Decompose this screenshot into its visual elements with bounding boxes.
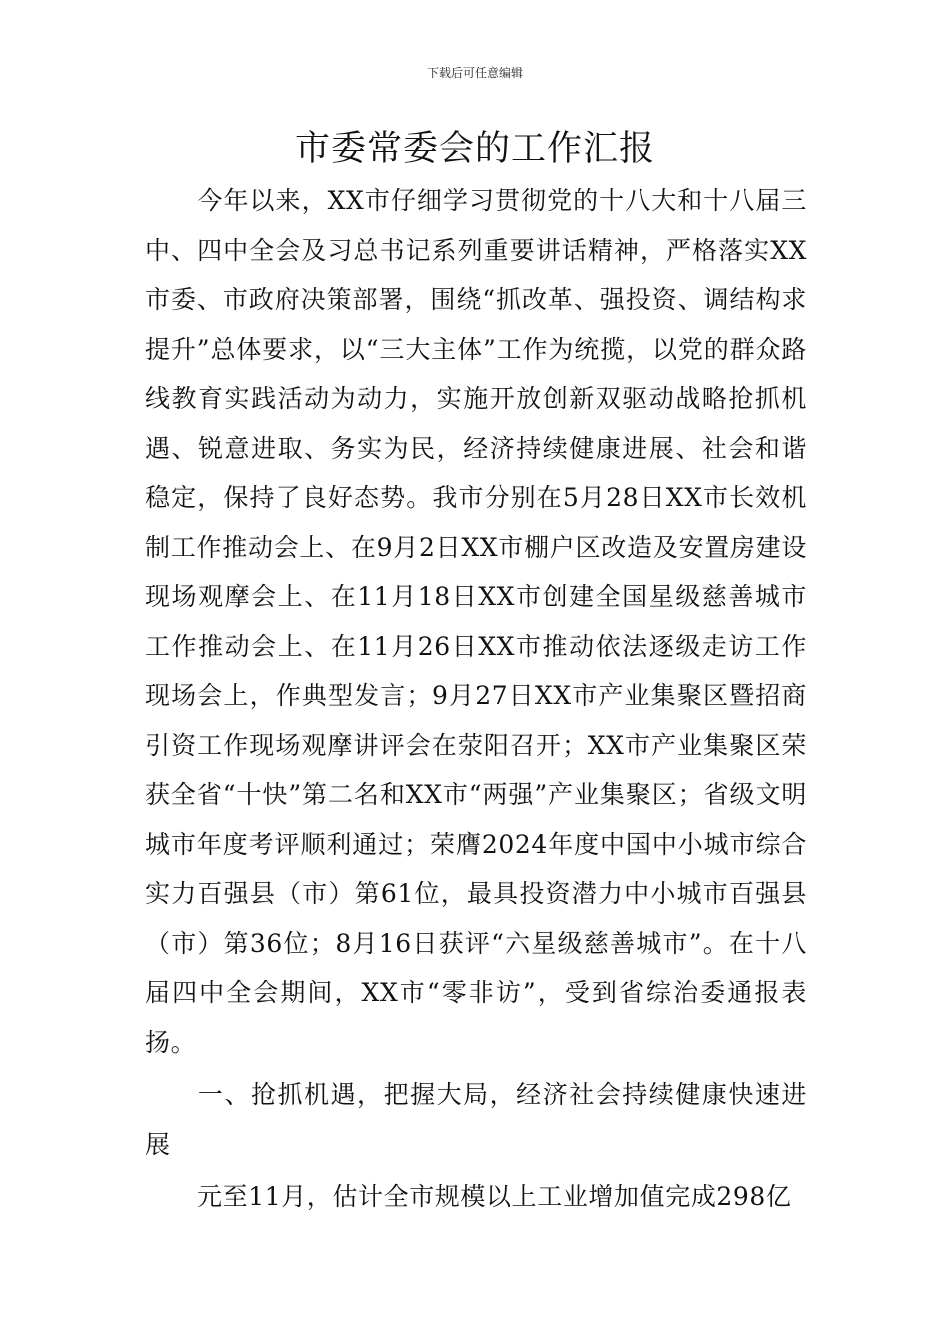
document-title: 市委常委会的工作汇报 xyxy=(294,129,655,169)
body-paragraph-section-1 xyxy=(145,1172,807,1222)
body-paragraph-intro xyxy=(145,176,807,1067)
page-header-note: 下载后可任意编辑 xyxy=(426,66,523,80)
paragraph-text: 元至11月，估计全市规模以上工业增加值完成298亿 xyxy=(197,1182,792,1211)
section-heading-1 xyxy=(145,1070,807,1169)
section-heading-text: 一、抢抓机遇，把握大局，经济社会持续健康快速进展 xyxy=(145,1080,807,1159)
paragraph-text: 今年以来，XX市仔细学习贯彻党的十八大和十八届三中、四中全会及习总书记系列重要讲话精神，严格落实XX市委、市政府决策部署，围绕“抓改革、强投资、调结构求提升”总体要求，以“三大主体”工作为统揽，以党的群众路线教育实践活动为动力，实施开放创新双驱动战略抢抓机遇、锐意进取、务实为民，经济持续健康进展、社会和谐稳定，保持了良好态势。我市分别在5月28日XX市长效机制工作推动会上、在9月2日XX市棚户区改造及安置房建设现场观摩会上、在11月18日XX市创建全国星级慈善城市工作推动会上、在11月26日XX市推动依法逐级走访工作现场会上，作典型发言；9月27日XX市产业集聚区暨招商引资工作现场观摩讲评会在荥阳召开；XX市产业集聚区荣获全省“十快”第二名和XX市“两强”产业集聚区；省级文明城市年度考评顺利通过；荣膺2024年度中国中小城市综合实力百强县（市）第61位，最具投资潜力中小城市百强县（市）第36位；8月16日获评“六星级慈善城市”。在十八届四中全会期间，XX市“零非访”，受到省综治委通报表扬。 xyxy=(145,186,807,1057)
